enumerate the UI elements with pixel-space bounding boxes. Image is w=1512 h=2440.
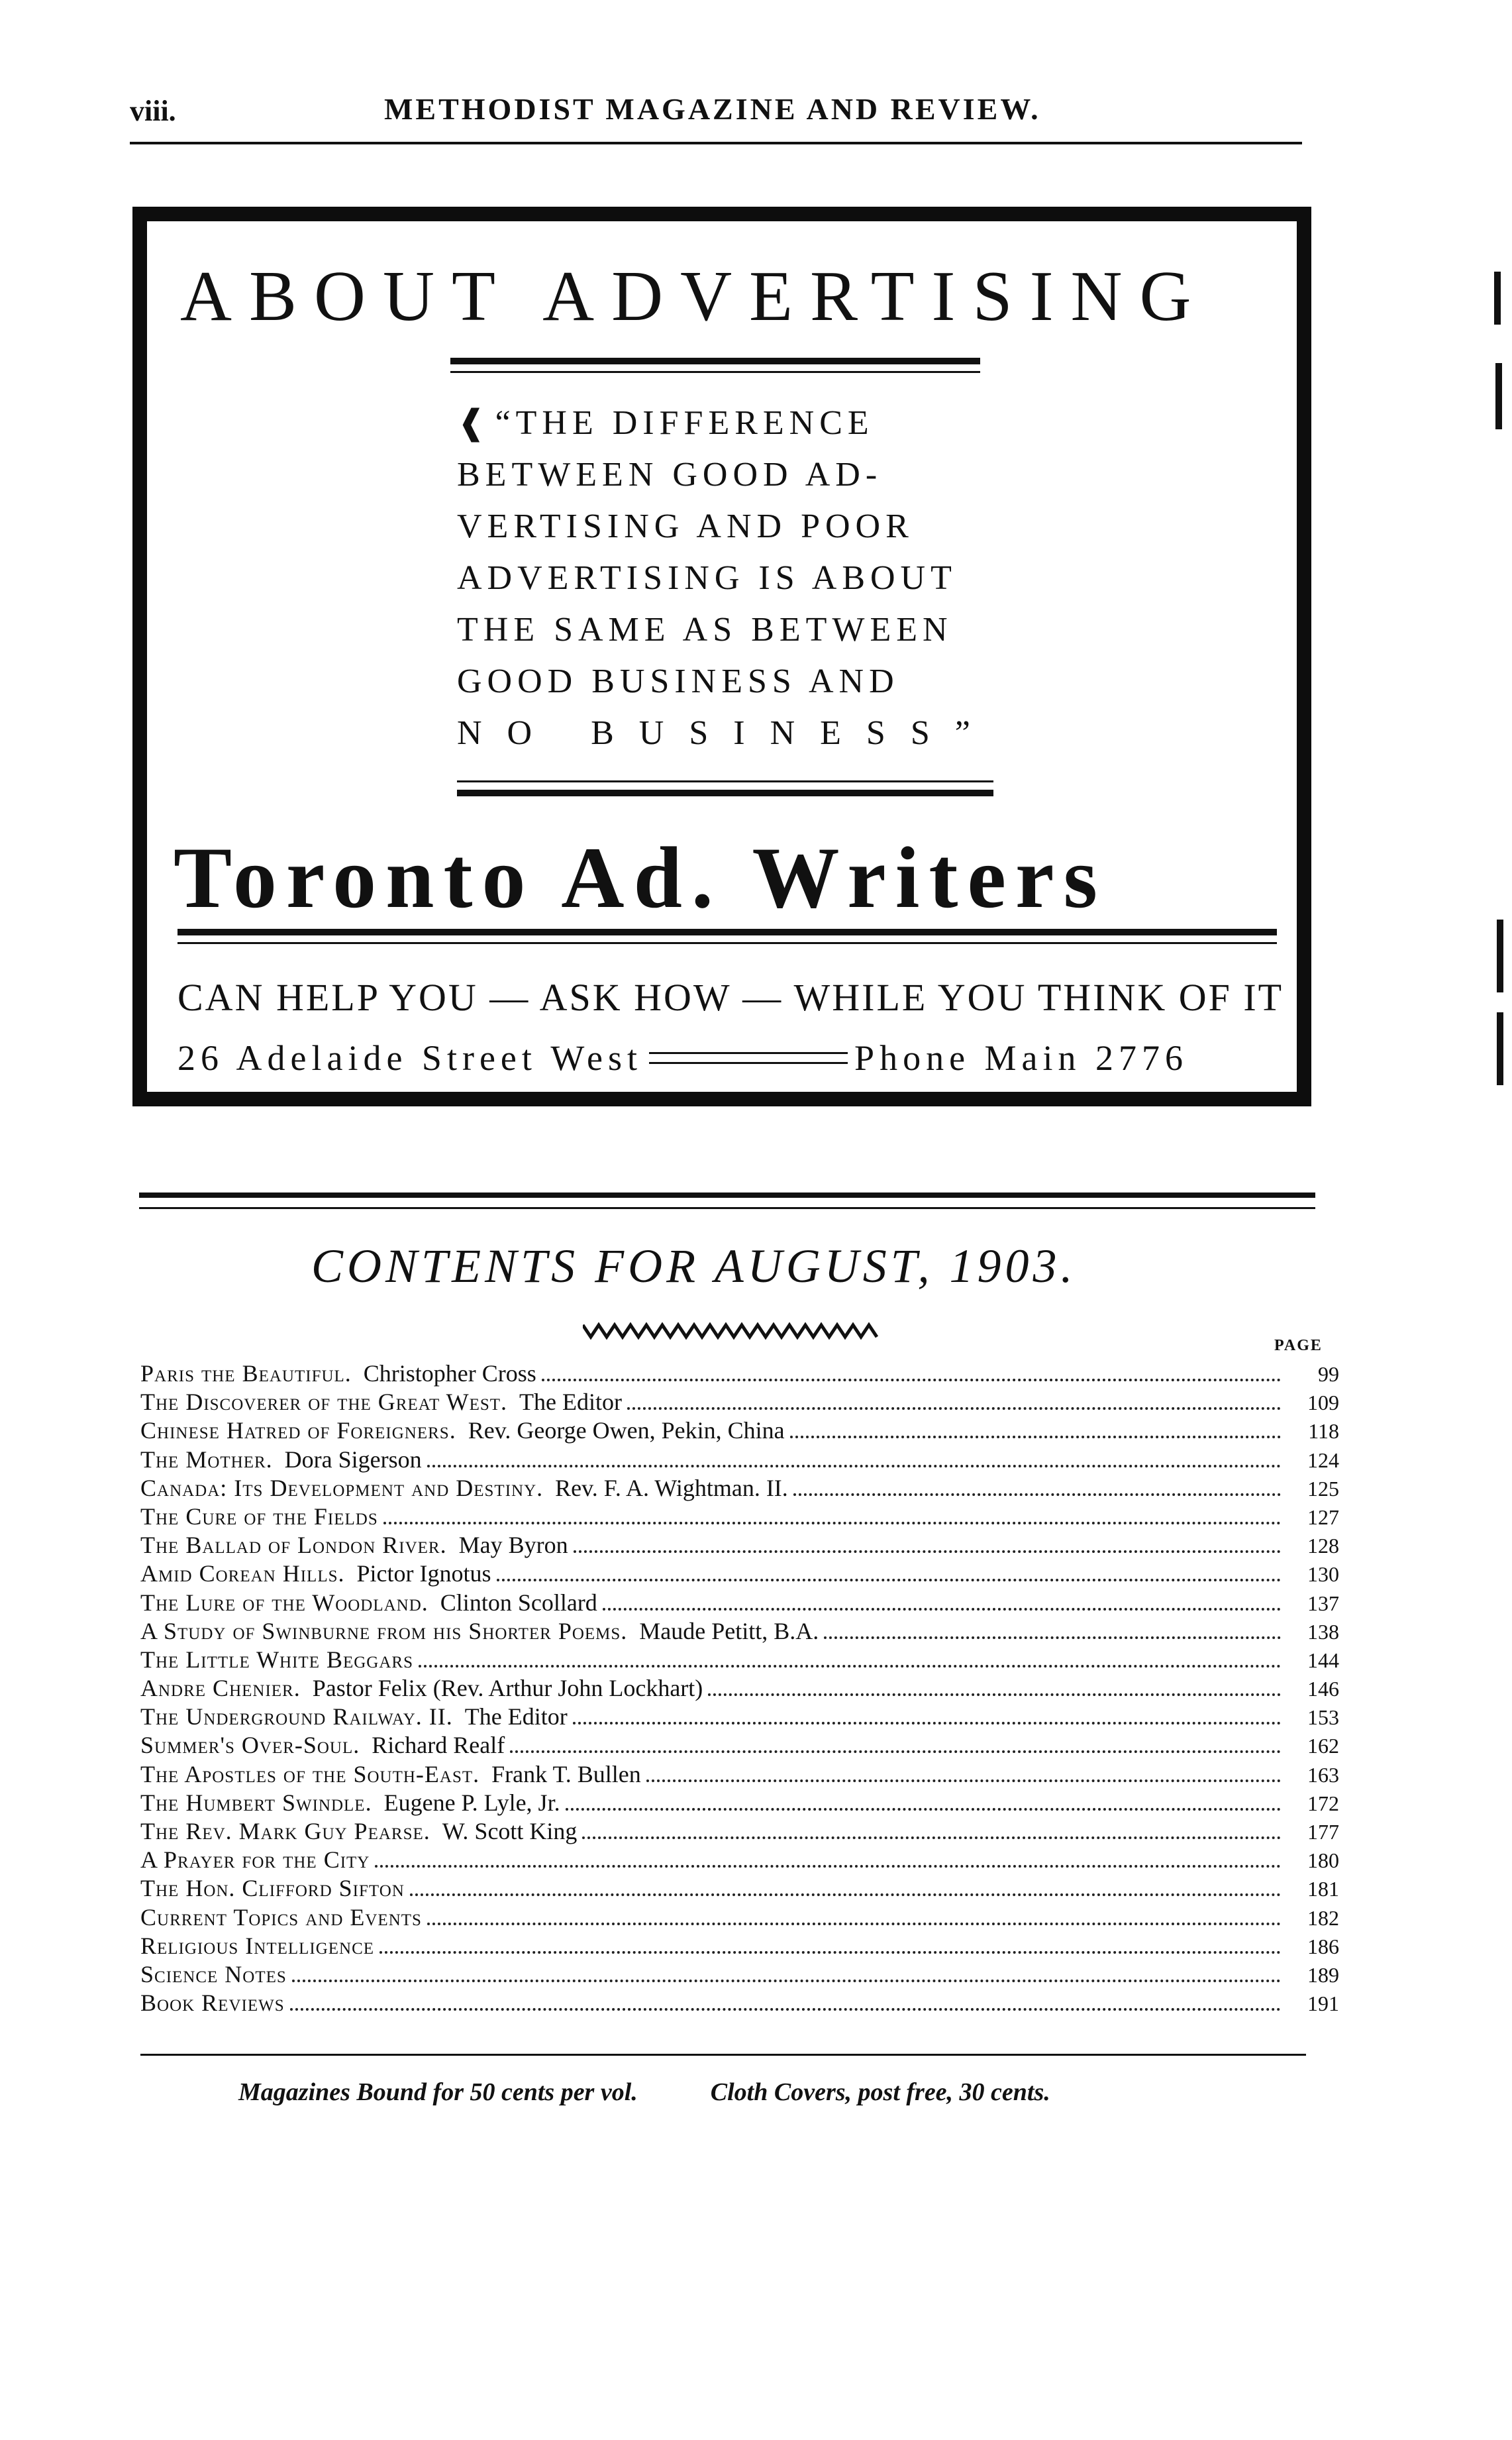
toc-leader-dots xyxy=(510,1750,1281,1753)
toc-entry-title: Canada: Its Development and Destiny. xyxy=(140,1474,544,1501)
toc-entry-title: The Discoverer of the Great West. xyxy=(140,1389,508,1416)
header-rule xyxy=(130,142,1302,144)
ornament-wave-icon xyxy=(583,1318,881,1341)
toc-entry-title: The Rev. Mark Guy Pearse. xyxy=(140,1818,430,1844)
toc-entry-page: 137 xyxy=(1307,1591,1339,1615)
quote-bottom-rule-thin xyxy=(457,780,993,782)
page-number: viii. xyxy=(130,95,176,127)
toc-entry-author: Rev. F. A. Wightman. II. xyxy=(555,1474,788,1501)
toc-entry-page: 153 xyxy=(1307,1705,1339,1730)
contents-top-rule xyxy=(139,1193,1315,1198)
toc-entry-page: 163 xyxy=(1307,1762,1339,1787)
toc-leader-dots xyxy=(427,1923,1281,1925)
toc-entry-title: The Ballad of London River. xyxy=(140,1532,447,1559)
toc-entry-author: Christopher Cross xyxy=(363,1360,536,1387)
page-column-label: PAGE xyxy=(1274,1337,1323,1354)
running-title: METHODIST MAGAZINE AND REVIEW. xyxy=(384,92,1041,126)
toc-entry xyxy=(140,1503,1339,1531)
quote-line: NO BUSINESS” xyxy=(457,714,995,752)
footer-note xyxy=(238,2078,1050,2107)
toc-leader-dots xyxy=(603,1608,1281,1611)
toc-entry-author: Richard Realf xyxy=(372,1732,505,1759)
toc-leader-dots xyxy=(582,1836,1281,1839)
toc-entry-author: W. Scott King xyxy=(442,1818,578,1844)
brand-name: Toronto Ad. Writers xyxy=(174,829,1107,926)
toc-entry-page: 118 xyxy=(1308,1419,1339,1444)
toc-entry-page: 128 xyxy=(1307,1534,1339,1558)
toc-leader-dots xyxy=(379,1951,1281,1954)
toc-entry-page: 130 xyxy=(1307,1562,1339,1587)
quote-line: ADVERTISING IS ABOUT xyxy=(457,559,957,597)
quote-line: THE SAME AS BETWEEN xyxy=(457,611,953,649)
toc-entry-title: The Apostles of the South-East. xyxy=(140,1760,480,1787)
toc-entry xyxy=(140,1446,1339,1474)
toc-entry-page: 146 xyxy=(1307,1677,1339,1701)
toc-entry-page: 172 xyxy=(1307,1791,1339,1815)
toc-entry-page: 191 xyxy=(1307,1991,1339,2016)
toc-entry-author: The Editor xyxy=(519,1389,622,1416)
phone-number: Phone Main 2776 xyxy=(854,1038,1189,1078)
toc-entry xyxy=(140,1903,1339,1932)
toc-leader-dots xyxy=(375,1865,1281,1868)
toc-leader-dots xyxy=(542,1379,1281,1381)
advertisement-quote xyxy=(457,398,1000,759)
cover-note: Cloth Covers, post free, 30 cents. xyxy=(710,2078,1050,2106)
contents-top-rule-thin xyxy=(139,1207,1315,1209)
toc-entry-page: 144 xyxy=(1307,1648,1339,1672)
toc-entry-title: The Little White Beggars xyxy=(140,1646,413,1673)
toc-entry-page: 127 xyxy=(1307,1505,1339,1529)
toc-entry-title: Current Topics and Events xyxy=(140,1903,422,1931)
toc-leader-dots xyxy=(410,1893,1281,1896)
toc-entry-author: Maude Petitt, B.A. xyxy=(639,1617,819,1644)
toc-entry-author: The Editor xyxy=(464,1703,568,1730)
toc-entry-title: Summer's Over-Soul. xyxy=(140,1732,360,1759)
toc-leader-dots xyxy=(646,1779,1281,1782)
toc-leader-dots xyxy=(292,1980,1281,1982)
quote-line: BETWEEN GOOD AD- xyxy=(457,456,883,494)
toc-entry-page: 189 xyxy=(1307,1962,1339,1987)
toc-entry-title: Amid Corean Hills. xyxy=(140,1560,345,1587)
toc-entry-page: 177 xyxy=(1307,1820,1339,1844)
toc-leader-dots xyxy=(566,1808,1281,1811)
toc-entry-title: Book Reviews xyxy=(140,1989,285,2017)
brand-rule xyxy=(177,929,1277,935)
toc-entry-page: 162 xyxy=(1307,1734,1339,1758)
toc-entry-page: 186 xyxy=(1307,1934,1339,1958)
toc-entry-author: May Byron xyxy=(458,1532,568,1559)
quote-bottom-rule xyxy=(457,790,993,796)
quote-top-rule-thin xyxy=(450,371,980,373)
toc-entry xyxy=(140,1474,1339,1503)
toc-entry-author: Dora Sigerson xyxy=(284,1446,422,1473)
toc-entry xyxy=(140,1874,1339,1903)
toc-entry xyxy=(140,1731,1339,1760)
toc-entry xyxy=(140,1817,1339,1846)
toc-entry-title: The Underground Railway. II. xyxy=(140,1703,453,1730)
toc-leader-dots xyxy=(427,1465,1281,1467)
contents-bottom-rule xyxy=(140,2054,1306,2056)
toc-entry-page: 124 xyxy=(1307,1448,1339,1472)
toc-entry xyxy=(140,1703,1339,1731)
brand-rule-thin xyxy=(177,942,1277,944)
toc-entry xyxy=(140,1932,1339,1960)
toc-leader-dots xyxy=(627,1407,1281,1410)
toc-leader-dots xyxy=(497,1579,1282,1581)
toc-leader-dots xyxy=(419,1665,1281,1668)
toc-leader-dots xyxy=(573,1722,1281,1724)
toc-entry-author: Rev. George Owen, Pekin, China xyxy=(468,1417,785,1444)
toc-leader-dots xyxy=(708,1693,1281,1696)
street-address: 26 Adelaide Street West xyxy=(177,1038,643,1078)
toc-entry-page: 125 xyxy=(1307,1476,1339,1501)
toc-entry-page: 138 xyxy=(1307,1619,1339,1644)
toc-entry-page: 180 xyxy=(1307,1848,1339,1873)
quote-line: VERTISING AND POOR xyxy=(457,507,914,545)
quote-top-rule xyxy=(450,358,980,364)
advertisement-tagline: CAN HELP YOU — ASK HOW — WHILE YOU THINK OF IT xyxy=(177,976,1284,1019)
toc-entry-author: Frank T. Bullen xyxy=(491,1760,641,1787)
toc-entry xyxy=(140,1617,1339,1646)
toc-entry-author: Pastor Felix (Rev. Arthur John Lockhart) xyxy=(312,1675,703,1702)
toc-entry xyxy=(140,1846,1339,1874)
toc-entry-page: 182 xyxy=(1307,1905,1339,1930)
toc-entry xyxy=(140,1960,1339,1989)
toc-entry-title: Chinese Hatred of Foreigners. xyxy=(140,1417,456,1444)
toc-leader-dots xyxy=(790,1436,1281,1438)
toc-entry xyxy=(140,1359,1339,1388)
toc-entry-title: Andre Chenier. xyxy=(140,1675,301,1702)
toc-entry-title: Religious Intelligence xyxy=(140,1932,375,1959)
contents-heading: CONTENTS FOR AUGUST, 1903. xyxy=(311,1240,1077,1293)
toc-entry xyxy=(140,1789,1339,1817)
advertisement-title: ABOUT ADVERTISING xyxy=(180,257,1209,336)
toc-entry-page: 181 xyxy=(1307,1877,1339,1901)
toc-entry xyxy=(140,1589,1339,1617)
quote-line: ❰ “THE DIFFERENCE xyxy=(457,398,1000,449)
toc-leader-dots xyxy=(383,1522,1281,1524)
toc-entry-title: A Prayer for the City xyxy=(140,1846,370,1874)
toc-leader-dots xyxy=(793,1493,1281,1496)
toc-entry xyxy=(140,1560,1339,1588)
toc-entry xyxy=(140,1646,1339,1674)
toc-leader-dots xyxy=(290,2008,1281,2011)
toc-entry-page: 99 xyxy=(1318,1362,1339,1386)
paragraph-mark-icon: ❰ xyxy=(457,404,491,442)
toc-entry-title: A Study of Swinburne from his Shorter Poems. xyxy=(140,1617,628,1644)
toc-entry xyxy=(140,1388,1339,1416)
binding-note: Magazines Bound for 50 cents per vol. xyxy=(238,2078,638,2106)
toc-entry-title: Science Notes xyxy=(140,1960,287,1988)
toc-entry-author: Pictor Ignotus xyxy=(356,1560,491,1587)
toc-entry-title: The Mother. xyxy=(140,1446,273,1473)
toc-entry-author: Clinton Scollard xyxy=(440,1589,597,1616)
toc-entry-title: The Hon. Clifford Sifton xyxy=(140,1875,405,1902)
toc-entry xyxy=(140,1760,1339,1789)
toc-leader-dots xyxy=(824,1636,1281,1639)
toc-entry-title: The Lure of the Woodland. xyxy=(140,1589,428,1616)
advertisement-address-line xyxy=(177,1037,1188,1079)
toc-entry xyxy=(140,1989,1339,2017)
toc-entry-title: The Cure of the Fields xyxy=(140,1503,378,1530)
quote-line: GOOD BUSINESS AND xyxy=(457,663,899,700)
address-separator xyxy=(649,1052,848,1064)
toc-entry-author: Eugene P. Lyle, Jr. xyxy=(383,1789,560,1816)
toc-entry-title: Paris the Beautiful. xyxy=(140,1360,352,1387)
toc-entry xyxy=(140,1416,1339,1445)
toc-leader-dots xyxy=(574,1550,1281,1553)
toc-entry-page: 109 xyxy=(1307,1391,1339,1415)
table-of-contents xyxy=(140,1359,1339,2017)
toc-entry xyxy=(140,1531,1339,1560)
toc-entry-title: The Humbert Swindle. xyxy=(140,1789,372,1816)
toc-entry xyxy=(140,1674,1339,1703)
